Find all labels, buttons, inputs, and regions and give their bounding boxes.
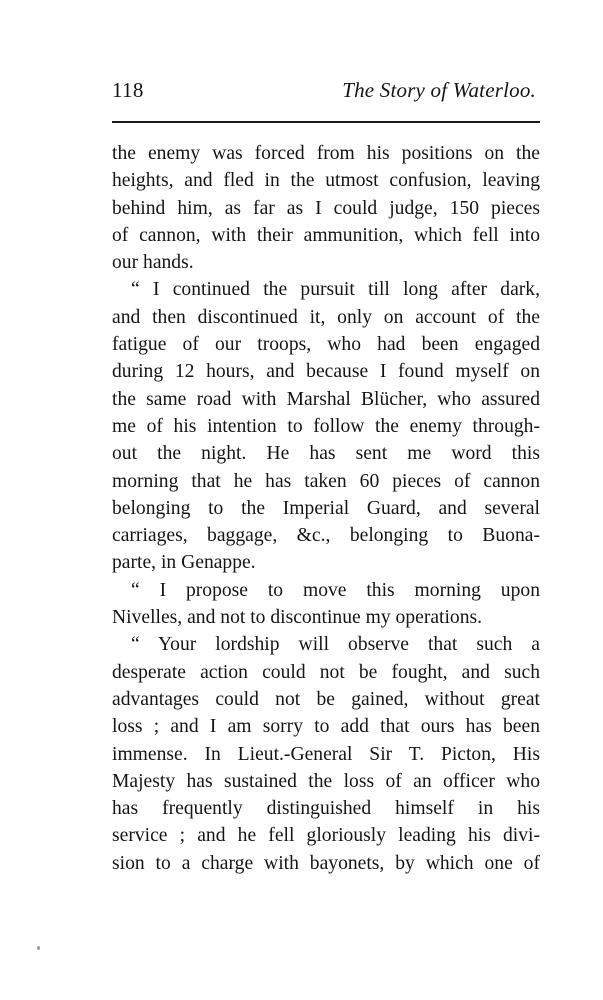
text-line: service ; and he fell gloriously leading his divi- — [112, 825, 540, 847]
paragraph — [112, 577, 540, 632]
text-line: desperate action could not be fought, and such — [112, 661, 540, 683]
paragraph — [112, 276, 540, 576]
text-line: parte, in Genappe. — [112, 552, 256, 574]
text-line: and then discontinued it, only on account of the — [112, 306, 540, 328]
text-line: me of his intention to follow the enemy through- — [112, 415, 540, 437]
page-header — [112, 78, 540, 112]
text-line: morning that he has taken 60 pieces of cannon — [112, 470, 540, 492]
text-line: heights, and fled in the utmost confusion, leaving — [112, 170, 540, 192]
running-title: The Story of Waterloo. — [342, 78, 536, 102]
page-number: 118 — [112, 78, 144, 102]
paragraph — [112, 140, 540, 276]
text-line: belonging to the Imperial Guard, and several — [112, 497, 540, 519]
text-line: out the night. He has sent me word this — [112, 443, 540, 465]
text-line: “ I propose to move this morning upon — [131, 579, 540, 601]
text-line: advantages could not be gained, without great — [112, 688, 540, 710]
text-line: of cannon, with their ammunition, which fell into — [112, 224, 540, 246]
paragraph — [112, 631, 540, 877]
body-text — [112, 140, 540, 877]
text-line: “ I continued the pursuit till long after dark, — [131, 279, 540, 301]
text-line: sion to a charge with bayonets, by which one of — [112, 852, 540, 874]
text-line: carriages, baggage, &c., belonging to Buona- — [112, 525, 540, 547]
text-line: immense. In Lieut.-General Sir T. Picton, His — [112, 743, 540, 765]
text-line: during 12 hours, and because I found myself on — [112, 361, 540, 383]
text-line: behind him, as far as I could judge, 150 pieces — [112, 197, 540, 219]
text-line: the enemy was forced from his positions on the — [112, 143, 540, 164]
text-line: the same road with Marshal Blücher, who assured — [112, 388, 540, 410]
text-line: Nivelles, and not to discontinue my operations. — [112, 607, 483, 629]
text-line: has frequently distinguished himself in his — [112, 798, 540, 820]
header-rule — [112, 121, 540, 123]
text-line: “ Your lordship will observe that such a — [131, 634, 540, 656]
text-line: loss ; and I am sorry to add that ours has been — [112, 716, 540, 738]
text-line: fatigue of our troops, who had been engaged — [112, 334, 540, 356]
print-speck — [37, 946, 40, 950]
text-line: Majesty has sustained the loss of an officer who — [112, 770, 540, 792]
text-line: our hands. — [112, 252, 194, 274]
